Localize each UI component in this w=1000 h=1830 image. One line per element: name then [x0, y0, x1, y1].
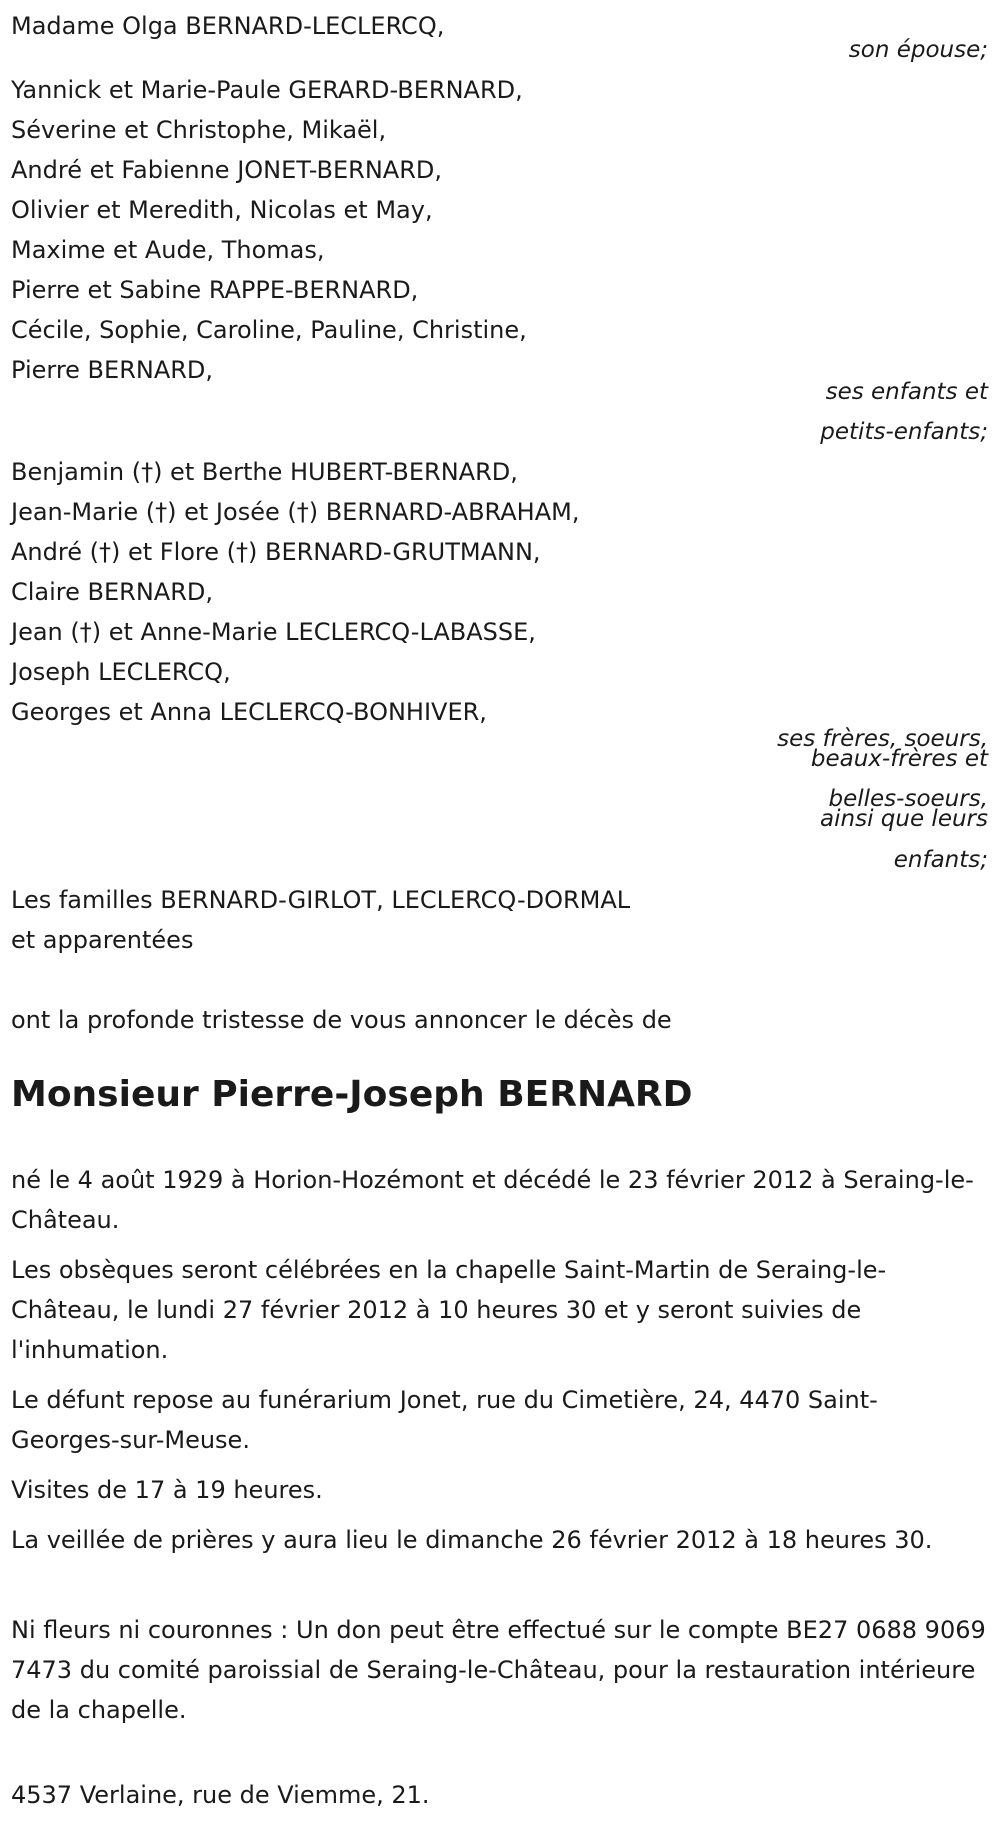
siblings-line: André (†) et Flore (†) BERNARD-GRUTMANN, [11, 538, 541, 566]
children-line: Cécile, Sophie, Caroline, Pauline, Christine, [11, 316, 527, 344]
siblings-line: Jean (†) et Anne-Marie LECLERCQ-LABASSE, [11, 618, 536, 646]
siblings-line: Jean-Marie (†) et Josée (†) BERNARD-ABRAHAM, [11, 498, 580, 526]
siblings-relation: ses frères, soeurs, [777, 726, 988, 752]
children-line: André et Fabienne JONET-BERNARD, [11, 156, 443, 184]
children-line: Maxime et Aude, Thomas, [11, 236, 325, 264]
detail-birth-death: né le 4 août 1929 à Horion-Hozémont et décédé le 23 février 2012 à Seraing-le-Château. [11, 1166, 974, 1234]
siblings-relation: beaux-frères et [810, 746, 988, 772]
siblings-line: Claire BERNARD, [11, 578, 213, 606]
children-line: Olivier et Meredith, Nicolas et May, [11, 196, 433, 224]
children-line: Pierre BERNARD, [11, 356, 214, 384]
address: 4537 Verlaine, rue de Viemme, 21. [11, 1781, 430, 1809]
families-line: Les familles BERNARD-GIRLOT, LECLERCQ-DORMAL [11, 886, 631, 914]
spouse-name: Madame Olga BERNARD-LECLERCQ, [11, 12, 445, 40]
families-line: et apparentées [11, 926, 194, 954]
siblings-line: Benjamin (†) et Berthe HUBERT-BERNARD, [11, 458, 518, 486]
siblings-relation: enfants; [893, 847, 988, 873]
siblings-relation: belles-soeurs, [828, 786, 988, 812]
detail-vigil: La veillée de prières y aura lieu le dimanche 26 février 2012 à 18 heures 30. [11, 1526, 933, 1554]
siblings-line: Georges et Anna LECLERCQ-BONHIVER, [11, 698, 487, 726]
detail-donation: Ni fleurs ni couronnes : Un don peut être effectué sur le compte BE27 0688 9069 7473 du comité paroissial de Seraing-le-Château, pour la restauration intérieure de la chapelle. [11, 1616, 986, 1724]
children-line: Yannick et Marie-Paule GERARD-BERNARD, [11, 76, 523, 104]
children-relation: ses enfants et [825, 379, 988, 405]
announcement: ont la profonde tristesse de vous annoncer le décès de [11, 1006, 672, 1034]
detail-funeral: Les obsèques seront célébrées en la chapelle Saint-Martin de Seraing-le-Château, le lundi 27 février 2012 à 10 heures 30 et y seront suivies de l'inhumation. [11, 1256, 887, 1364]
children-relation: petits-enfants; [820, 419, 988, 445]
siblings-line: Joseph LECLERCQ, [11, 658, 231, 686]
deceased-name: Monsieur Pierre-Joseph BERNARD [11, 1074, 693, 1115]
detail-funerarium: Le défunt repose au funérarium Jonet, rue du Cimetière, 24, 4470 Saint-Georges-sur-Meuse. [11, 1386, 878, 1454]
spouse-relation: son épouse; [848, 37, 988, 63]
detail-visits: Visites de 17 à 19 heures. [11, 1476, 323, 1504]
children-line: Séverine et Christophe, Mikaël, [11, 116, 387, 144]
siblings-relation: ainsi que leurs [820, 806, 988, 832]
children-line: Pierre et Sabine RAPPE-BERNARD, [11, 276, 419, 304]
